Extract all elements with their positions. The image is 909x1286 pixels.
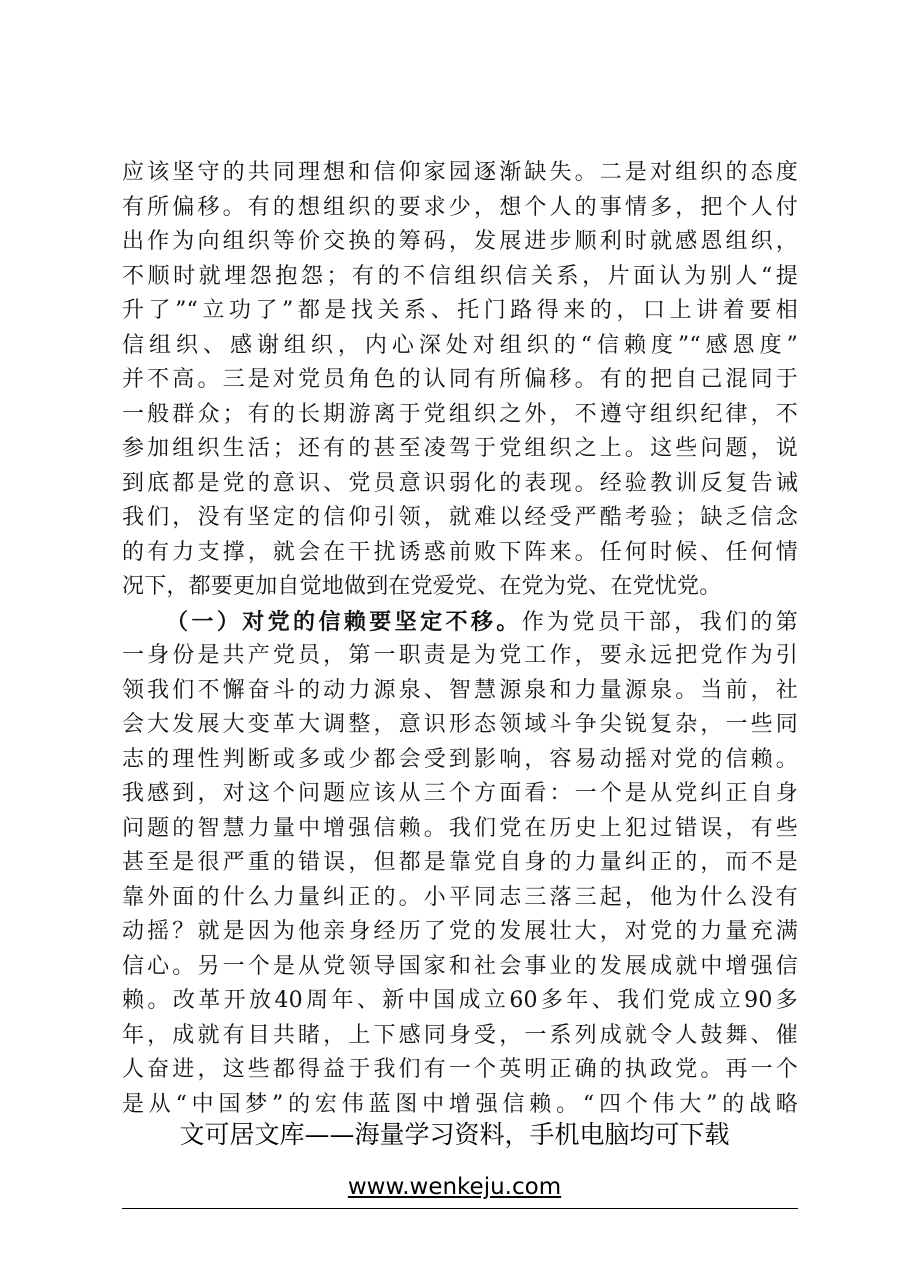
text-line: 赖。改革开放40周年、新中国成立60多年、我们党成立90多 (122, 988, 798, 1013)
footer-divider (122, 1208, 798, 1209)
text-line: 靠外面的什么力量纠正的。小平同志三落三起，他为什么没有 (122, 884, 798, 910)
text-line: 应该坚守的共同理想和信仰家园逐渐缺失。二是对组织的态度 (122, 160, 798, 185)
text-line: 升了”“立功了”都是找关系、托门路得来的，口上讲着要相 (122, 298, 798, 323)
text-line: 甚至是很严重的错误，但都是靠党自身的力量纠正的，而不是 (122, 850, 798, 875)
document-body (122, 156, 798, 1122)
section-heading: （一）对党的信赖要坚定不移。 (166, 608, 522, 635)
text-line: 不顺时就埋怨抱怨；有的不信组织信关系，片面认为别人“提 (122, 263, 798, 289)
text-line: 信心。另一个是从党领导国家和社会事业的发展成就中增强信 (122, 953, 798, 979)
text-line: 人奋进，这些都得益于我们有一个英明正确的执政党。再一个 (122, 1057, 798, 1082)
text-line: 动摇？就是因为他亲身经历了党的发展壮大，对党的力量充满 (122, 919, 798, 944)
section-first-line (122, 605, 798, 640)
text-line: 况下，都要更加自觉地做到在党爱党、在党为党、在党忧党。 (122, 574, 722, 599)
text-line: 有所偏移。有的想组织的要求少，想个人的事情多，把个人付 (122, 194, 798, 220)
text-line: 我感到，对这个问题应该从三个方面看：一个是从党纠正自身 (122, 781, 798, 806)
text-line: 参加组织生活；还有的甚至凌驾于党组织之上。这些问题，说 (122, 436, 798, 461)
text-line: 信组织、感谢组织，内心深处对组织的“信赖度”“感恩度” (122, 332, 798, 358)
text-line: 一般群众；有的长期游离于党组织之外，不遵守组织纪律，不 (122, 401, 798, 427)
text-line: 年，成就有目共睹，上下感同身受，一系列成就令人鼓舞、催 (122, 1022, 798, 1048)
text-line: 一身份是共产党员，第一职责是为党工作，要永远把党作为引 (122, 643, 798, 668)
text-line: 出作为向组织等价交换的筹码，发展进步顺利时就感恩组织， (122, 229, 798, 254)
section-first-line-text: 作为党员干部，我们的第 (521, 609, 798, 635)
text-line: 并不高。三是对党员角色的认同有所偏移。有的把自己混同于 (122, 367, 798, 392)
footer-url-link[interactable]: www.wenkeju.com (347, 1174, 562, 1200)
text-line: 问题的智慧力量中增强信赖。我们党在历史上犯过错误，有些 (122, 815, 798, 841)
text-line: 会大发展大变革大调整，意识形态领域斗争尖锐复杂，一些同 (122, 712, 798, 737)
text-line: 的有力支撑，就会在干扰诱惑前败下阵来。任何时候、任何情 (122, 539, 798, 565)
footer-brand-text: 文可居文库——海量学习资料，手机电脑均可下载 (179, 1120, 730, 1149)
text-line: 领我们不懈奋斗的动力源泉、智慧源泉和力量源泉。当前，社 (122, 677, 798, 703)
text-line: 是从“中国梦”的宏伟蓝图中增强信赖。“四个伟大”的战略 (122, 1091, 798, 1117)
text-line: 我们，没有坚定的信仰引领，就难以经受严酷考验；缺乏信念 (122, 505, 798, 530)
text-line: 到底都是党的意识、党员意识弱化的表现。经验教训反复告诫 (122, 470, 798, 496)
text-line: 志的理性判断或多或少都会受到影响，容易动摇对党的信赖。 (122, 746, 798, 772)
